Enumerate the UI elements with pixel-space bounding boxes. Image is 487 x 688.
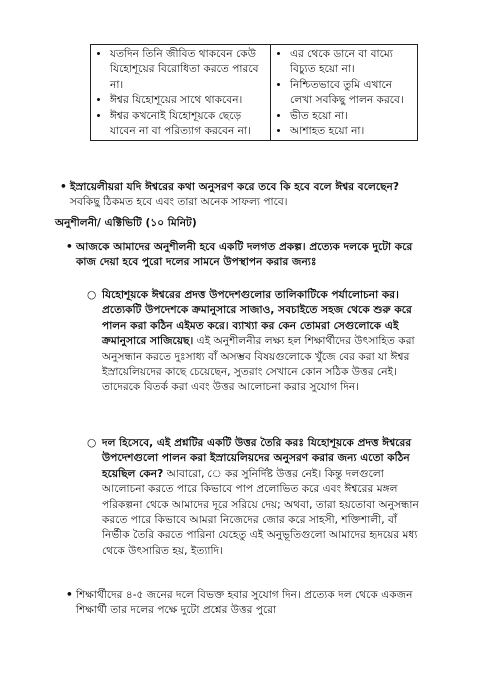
table-row	[91, 45, 418, 141]
list-item: • আশাহত হয়ো না।	[290, 124, 414, 139]
left-list	[97, 47, 267, 139]
list-item: • ঈশ্বর কখনোই যিহোশূয়কে ছেড়ে যাবেন না বা পরিত্যাগ করবেন না।	[110, 109, 267, 140]
section-heading: অনুশীলনী/ এক্টিভিটি (১০ মিনিট)	[55, 217, 197, 229]
right-list	[277, 47, 414, 139]
list-item: • এর থেকে ডানে বা বাম্যে বিচ্যুত হয়ো না।	[290, 47, 414, 78]
table-left-cell	[91, 45, 271, 141]
task-one-instruction: যিহোশূয়কে ঈশ্বরের প্রদত্ত উপদেশগুলোর তালিকাটিকে পর্যালোচনা কর। প্রত্যেকটি উপদেশকে ক্রমানুসারে সাজাও, সবচাইতে সহজ থেকে শুরু করে পালন করা কঠিন এইমত করে। ব্যাখ্যা কর কেন তোমরা সেগুলোকে এই ক্রমানুসারে সাজিয়েছ।	[102, 289, 412, 348]
task-two-instruction: দল হিসেবে, এই প্রশ্নটির একটি উত্তর তৈরি করঃ যিহোশূয়কে প্রদত্ত ঈশ্বরের উপদেশগুলো পালন করা ইস্রায়েলিয়দের অনুসরণ করার জন্য এতো কঠিন হয়েছিল কেন?	[102, 437, 412, 480]
list-item: • যতদিন তিনি জীবিত থাকবেন কেউ যিহোশূয়ের বিরোধিতা করতে পারবে না।	[110, 47, 267, 93]
task-one-note: এই অনুশীলনীর লক্ষ্য হল শিক্ষার্থীদের উৎসাহিত করা অনুসন্ধান করতে দুঃসাধ্য বাঁ অসম্ভব বিষয়গুলোকে খুঁজে বের করা যা ঈশ্বর ইস্রায়েলিয়দের কাছে চেয়েছেন, সুতরাং সেখানে কোন সঠিক উত্তর নেই। তাদেরকে বিতর্ক করা এবং উত্তর আলোচনা করার সুযোগ দিন।	[102, 335, 415, 394]
bullet-icon: •	[66, 241, 73, 253]
bullet-icon: •	[60, 181, 67, 193]
answer-text: সবকিছু ঠিকমত হবে এবং তারা অনেক সাফল্য পাবে।	[70, 196, 288, 209]
task-two	[87, 436, 424, 559]
task-one	[87, 288, 424, 396]
bullet-icon: •	[66, 589, 73, 601]
intro-text: আজকে আমাদের অনুশীলনী হবে একটি দলগত প্রকল্প। প্রত্যেক দলকে দুটো করে কাজ দেয়া হবে পুরো দলের সামনে উপস্থাপন করার জন্যঃ	[76, 241, 413, 269]
question-paragraph	[60, 180, 430, 211]
table-right-cell	[271, 45, 418, 141]
list-item: • নিশ্চিতভাবে তুমি এখানে লেখা সবকিছু পালন করবে।	[290, 78, 414, 109]
closing-paragraph	[66, 588, 424, 619]
activity-intro	[66, 240, 424, 271]
question-text: ইস্রায়েলীয়রা যদি ঈশ্বরের কথা অনুসরণ করে তবে কি হবে বলে ঈশ্বর বলেছেন?	[70, 181, 400, 193]
list-item: • ভীত হয়ো না।	[290, 109, 414, 124]
commands-table	[90, 44, 418, 141]
circle-bullet-icon: ○	[87, 289, 97, 301]
closing-text: শিক্ষার্থীদের ৪-৫ জনের দলে বিভক্ত হবার সুযোগ দিন। প্রত্যেক দল থেকে একজন শিক্ষার্থী তার দলের পক্ষে দুটো প্রশ্নের উত্তর পুরো	[76, 589, 413, 617]
list-item: • ঈশ্বর যিহোশূয়ের সাথে থাকবেন।	[110, 93, 267, 108]
task-two-note: আবারো, ে কর সুনির্দিষ্ট উত্তর নেই। কিন্তু দলগুলো আলোচনা করতে পারে কিভাবে পাপ প্রলোভিত করে এবং ঈশ্বরের মঙ্গল পরিকল্পনা থেকে আমাদের দূরে সরিয়ে দেয়; অথবা, তারা হয়তোবা অনুসন্ধান করতে পারে কিভাবে আমরা নিজেদের জোর করে সাহসী, শক্তিশালী, বাঁ নির্ভীক তৈরি করতে পারিনা যেহেতু এই অনুভূতিগুলো আমাদের হৃদয়ের মধ্য থেকে উৎসারিত হয়, ইত্যাদি।	[102, 467, 419, 557]
circle-bullet-icon: ○	[87, 437, 97, 449]
